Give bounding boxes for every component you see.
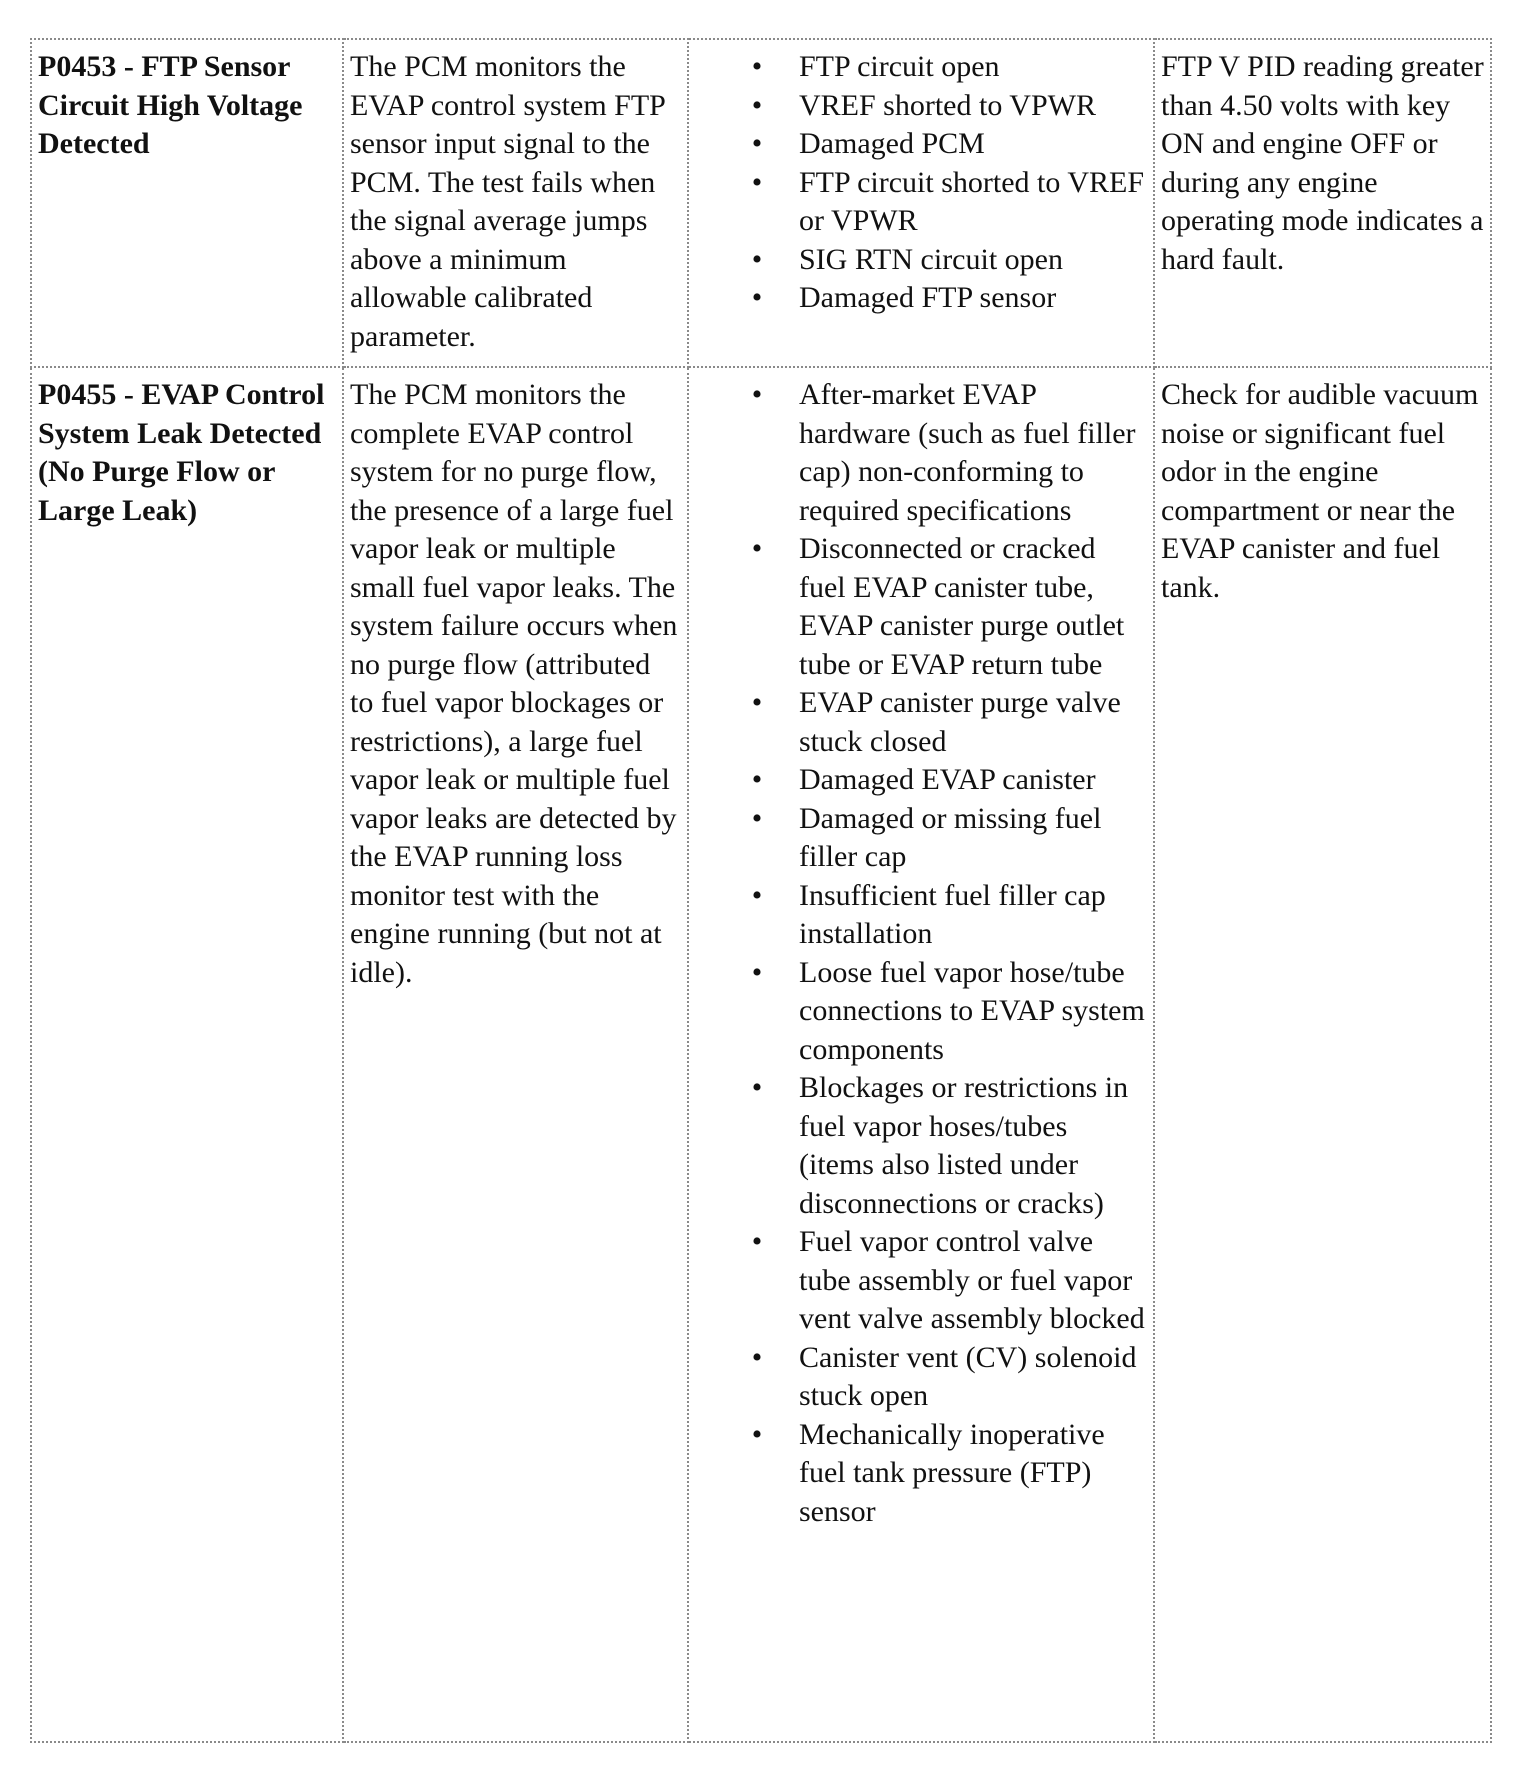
bullet-icon: •	[751, 88, 763, 122]
bullet-icon: •	[751, 686, 763, 719]
dtc-code: P0453 - FTP Sensor Circuit High Voltage Detected	[38, 50, 303, 160]
list-item	[751, 1339, 1147, 1416]
bullet-icon: •	[751, 532, 763, 565]
cause-text: Damaged or missing fuel filler cap	[799, 801, 1102, 873]
list-item	[751, 684, 1147, 761]
bullet-icon: •	[751, 955, 763, 989]
list-item	[751, 530, 1147, 684]
description-cell	[343, 39, 688, 367]
action-text: FTP V PID reading greater than 4.50 volts with key ON and engine OFF or during any engine operating mode indicates a hard fault.	[1161, 50, 1484, 276]
list-item	[751, 164, 1147, 241]
causes-cell	[688, 39, 1154, 367]
bullet-icon: •	[751, 801, 763, 835]
cause-text: Fuel vapor control valve tube assembly or fuel vapor vent valve assembly blocked	[799, 1225, 1145, 1335]
table-row	[31, 39, 1491, 367]
cause-text: Insufficient fuel filler cap installation	[799, 878, 1106, 950]
cause-text: Mechanically inoperative fuel tank pressure (FTP) sensor	[799, 1417, 1105, 1528]
list-item	[751, 954, 1147, 1070]
list-item	[751, 125, 1147, 164]
causes-cell	[688, 367, 1154, 1742]
description-text: The PCM monitors the complete EVAP control system for no purge flow, the presence of a large fuel vapor leak or multiple small fuel vapor leaks. The system failure occurs when no purge flow (attributed to fuel vapor blockages or restrictions), a large fuel vapor leak or multiple fuel vapor leaks are detected by the EVAP running loss monitor test with the engine running (but not at idle).	[350, 378, 678, 989]
dtc-code-cell	[31, 39, 343, 367]
cause-text: Damaged EVAP canister	[799, 763, 1096, 796]
bullet-icon: •	[751, 242, 763, 276]
cause-text: EVAP canister purge valve stuck closed	[799, 686, 1121, 758]
cause-text: VREF shorted to VPWR	[799, 88, 1096, 122]
causes-list	[695, 48, 1147, 318]
bullet-icon: •	[751, 378, 763, 411]
cause-text: Disconnected or cracked fuel EVAP canister tube, EVAP canister purge outlet tube or EVAP return tube	[799, 532, 1125, 681]
bullet-icon: •	[751, 763, 763, 796]
cause-text: FTP circuit open	[799, 50, 1000, 83]
list-item	[751, 48, 1147, 87]
bullet-icon: •	[751, 50, 763, 83]
list-item	[751, 241, 1147, 280]
cause-text: Damaged FTP sensor	[799, 281, 1057, 314]
list-item	[751, 376, 1147, 530]
bullet-icon: •	[751, 1417, 763, 1451]
bullet-icon: •	[751, 127, 763, 160]
dtc-table-body	[31, 39, 1491, 1742]
cause-text: SIG RTN circuit open	[799, 242, 1063, 276]
table-row	[31, 367, 1491, 1742]
cause-text: Blockages or restrictions in fuel vapor hoses/tubes (items also listed under disconnections or cracks)	[799, 1071, 1129, 1220]
description-cell	[343, 367, 688, 1742]
dtc-code: P0455 - EVAP Control System Leak Detected (No Purge Flow or Large Leak)	[38, 378, 325, 527]
list-item	[751, 1223, 1147, 1339]
cause-text: Loose fuel vapor hose/tube connections to EVAP system components	[799, 955, 1145, 1066]
bullet-icon: •	[751, 281, 763, 314]
cause-text: Canister vent (CV) solenoid stuck open	[799, 1340, 1137, 1412]
list-item	[751, 761, 1147, 800]
bullet-icon: •	[751, 1071, 763, 1104]
list-item	[751, 800, 1147, 877]
list-item	[751, 87, 1147, 126]
dtc-table	[30, 38, 1492, 1743]
bullet-icon: •	[751, 878, 763, 912]
list-item	[751, 1069, 1147, 1223]
description-text: The PCM monitors the EVAP control system FTP sensor input signal to the PCM. The test fails when the signal average jumps above a minimum allowable calibrated parameter.	[350, 50, 665, 353]
action-text: Check for audible vacuum noise or significant fuel odor in the engine compartment or near the EVAP canister and fuel tank.	[1161, 378, 1479, 604]
bullet-icon: •	[751, 165, 763, 199]
cause-text: Damaged PCM	[799, 127, 985, 160]
bullet-icon: •	[751, 1340, 763, 1374]
list-item	[751, 1416, 1147, 1532]
action-cell	[1154, 367, 1491, 1742]
cause-text: FTP circuit shorted to VREF or VPWR	[799, 165, 1144, 237]
cause-text: After-market EVAP hardware (such as fuel filler cap) non-conforming to required specifications	[799, 378, 1136, 527]
bullet-icon: •	[751, 1225, 763, 1258]
list-item	[751, 877, 1147, 954]
list-item	[751, 279, 1147, 318]
action-cell	[1154, 39, 1491, 367]
causes-list	[695, 376, 1147, 1531]
dtc-code-cell	[31, 367, 343, 1742]
